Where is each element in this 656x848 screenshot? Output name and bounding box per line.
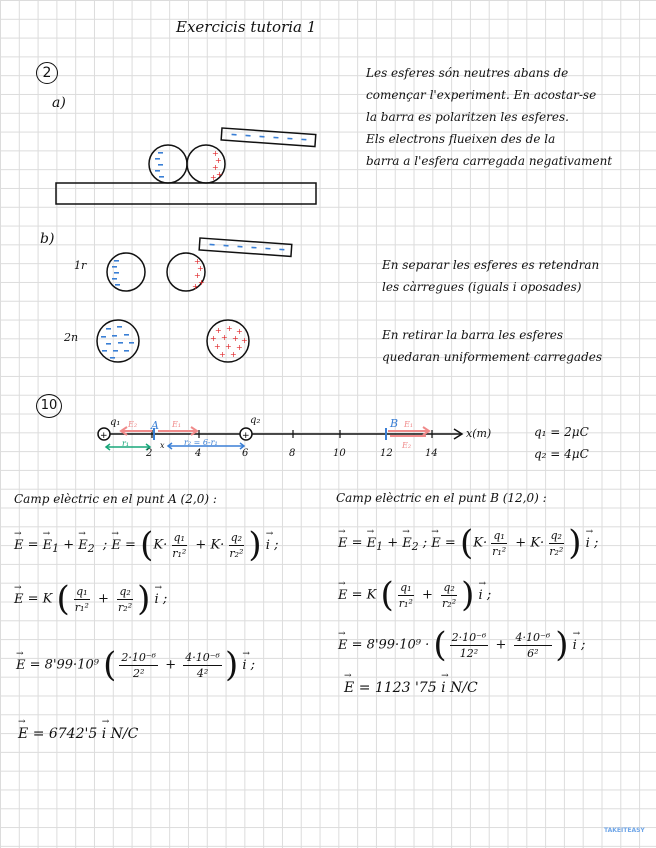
svg-text:+: + [241,336,248,345]
tick-14: 14 [425,448,438,459]
q1-label: q₁ [110,417,121,428]
watermark: TAKEITEASY [604,827,645,834]
point-b-label: B [390,417,399,430]
svg-text:+: + [226,324,233,333]
heading-point-a: Camp elèctric en el punt A (2,0) : [14,492,217,506]
eq-b-1: → E = → $E_1$ + → $E_2$ ; → E = (K· $\frac{\text{q₁}}{\text{r₁²}}$ + K· $\frac{\text{q₂}}{\text{r₂²}}$ ) → i ; [338,526,598,560]
q2-label: q₂ [250,415,261,426]
tick-8: 8 [289,448,296,459]
r2-label: r₂ = 6-r₁ [184,438,218,447]
svg-text:+: + [197,264,204,273]
result-point-b: → E = 1123 '75 → i N/C [344,680,478,696]
eq-b-3: → E = 8'99·10⁹ · ( $\frac{\text{2·10⁻⁶}}{\text{12²}}$ + $\frac{\text{4·10⁻⁶}}{\text{6²}}$ ) → i ; [338,628,585,662]
eq-b-2: → E = K ( $\frac{\text{q₁}}{\text{r₁²}}$ + $\frac{\text{q₂}}{\text{r₂²}}$ ) → i ; [338,578,491,612]
result-point-a: → E = 6742'5 → i N/C [18,726,138,742]
x-mark: x [160,441,165,450]
tick-12: 12 [380,448,393,459]
svg-text:+: + [210,173,217,182]
r1-label: r₁ [122,439,130,448]
label-2n: 2n [64,331,79,344]
svg-text:+: + [236,343,243,352]
svg-text:+: + [214,342,221,351]
q2-value: q₂ = 4μC [534,447,589,461]
explanation-a: Les esferes són neutres abans de començar l'experiment. En acostar-se la barra es polaritzen les esferes. Els electrons flueixen des de la barra a l'esfera carregada negativament [366,66,613,168]
svg-text:+: + [210,334,217,343]
tick-6: 6 [242,448,249,459]
eq-a-1: → E = → $E_1$ + → $E_2$ ; → E = (K· $\frac{\text{q₁}}{\text{r₁²}}$ + K· $\frac{\text{q₂}}{\text{r₂²}}$ ) → i ; [14,528,278,562]
explanation-b2: En retirar la barra les esferes quedaran uniformement carregades [382,328,603,364]
e2-at-a: E₂ [128,420,138,429]
heading-point-b: Camp elèctric en el punt B (12,0) : [336,491,547,505]
svg-text:+: + [215,156,222,165]
exercise-10-number: 10 [36,394,62,418]
svg-text:+: + [194,271,201,280]
svg-text:+: + [242,431,250,441]
svg-text:+: + [215,326,222,335]
e2-at-b: E₂ [402,441,412,450]
tick-10: 10 [333,448,346,459]
svg-text:+: + [236,327,243,336]
e1-at-a: E₁ [172,420,182,429]
svg-text:+: + [194,257,201,266]
svg-text:+: + [216,170,223,179]
svg-text:+: + [225,342,232,351]
svg-text:+: + [100,431,108,441]
svg-text:+: + [212,149,219,158]
svg-text:+: + [219,350,226,359]
point-a-label: A [151,419,159,432]
svg-text:+: + [232,334,239,343]
label-1r: 1r [74,259,87,272]
eq-a-2: → E = K ( $\frac{\text{q₁}}{\text{r₁²}}$ + $\frac{\text{q₂}}{\text{r₂²}}$ ) → i ; [14,582,167,616]
part-b-label: b) [40,231,55,247]
q1-value: q₁ = 2μC [534,425,589,439]
exercise-2-number: 2 [36,62,58,84]
explanation-b1: En separar les esferes es retendran les càrregues (iguals i oposades) [382,258,600,294]
svg-text:+: + [198,278,205,287]
svg-text:+: + [221,333,228,342]
axis-label: x(m) [466,427,492,440]
page-title: Exercicis tutoria 1 [176,18,317,36]
part-a-label: a) [52,95,66,111]
tick-4: 4 [195,448,202,459]
e1-at-b: E₁ [404,420,414,429]
svg-text:+: + [212,163,219,172]
svg-text:+: + [230,350,237,359]
svg-text:+: + [192,282,199,291]
tick-2: 2 [146,448,153,459]
eq-a-3: → E = 8'99·10⁹ ( $\frac{\text{2·10⁻⁶}}{\text{2²}}$ + $\frac{\text{4·10⁻⁶}}{\text{4²}}$ ) → i ; [16,648,255,682]
